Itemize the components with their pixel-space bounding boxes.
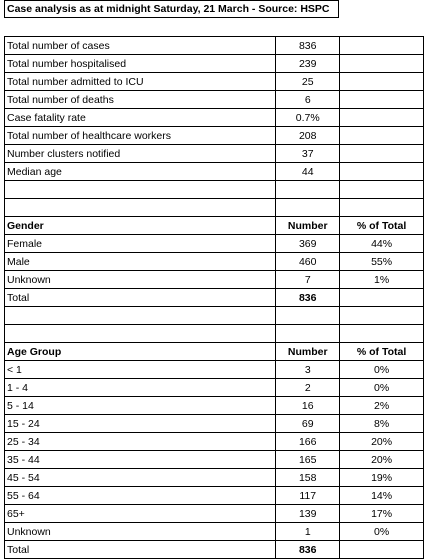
gender-pct[interactable]: 44% <box>340 235 424 253</box>
empty-cell[interactable] <box>340 289 424 307</box>
summary-row <box>5 91 424 109</box>
empty-cell[interactable] <box>276 325 340 343</box>
age-row <box>5 433 424 451</box>
gender-row <box>5 253 424 271</box>
age-label[interactable]: < 1 <box>5 361 276 379</box>
gender-number[interactable]: 460 <box>276 253 340 271</box>
age-header-number[interactable]: Number <box>276 343 340 361</box>
age-row <box>5 415 424 433</box>
age-label[interactable]: 25 - 34 <box>5 433 276 451</box>
age-label[interactable]: 35 - 44 <box>5 451 276 469</box>
age-pct[interactable]: 20% <box>340 433 424 451</box>
blank-row <box>5 181 424 199</box>
age-pct[interactable]: 0% <box>340 361 424 379</box>
age-number[interactable]: 69 <box>276 415 340 433</box>
summary-value[interactable]: 239 <box>276 55 340 73</box>
empty-cell[interactable] <box>276 199 340 217</box>
gender-label[interactable]: Male <box>5 253 276 271</box>
summary-label[interactable]: Total number hospitalised <box>5 55 276 73</box>
age-label[interactable]: 15 - 24 <box>5 415 276 433</box>
age-header-pct[interactable]: % of Total <box>340 343 424 361</box>
summary-label[interactable]: Number clusters notified <box>5 145 276 163</box>
summary-value[interactable]: 208 <box>276 127 340 145</box>
age-pct[interactable]: 0% <box>340 523 424 541</box>
age-number[interactable]: 1 <box>276 523 340 541</box>
empty-cell[interactable] <box>340 181 424 199</box>
summary-label[interactable]: Total number of deaths <box>5 91 276 109</box>
blank-row <box>5 199 424 217</box>
age-pct[interactable]: 19% <box>340 469 424 487</box>
summary-label[interactable]: Total number of cases <box>5 37 276 55</box>
summary-value[interactable]: 0.7% <box>276 109 340 127</box>
empty-cell[interactable] <box>340 55 424 73</box>
age-pct[interactable]: 20% <box>340 451 424 469</box>
blank-row <box>5 325 424 343</box>
age-pct[interactable]: 14% <box>340 487 424 505</box>
summary-row <box>5 37 424 55</box>
age-pct[interactable]: 8% <box>340 415 424 433</box>
empty-cell[interactable] <box>276 307 340 325</box>
gender-pct[interactable]: 1% <box>340 271 424 289</box>
age-row <box>5 523 424 541</box>
gender-header-pct[interactable]: % of Total <box>340 217 424 235</box>
empty-cell[interactable] <box>340 145 424 163</box>
gender-header-label[interactable]: Gender <box>5 217 276 235</box>
summary-value[interactable]: 836 <box>276 37 340 55</box>
age-label[interactable]: 1 - 4 <box>5 379 276 397</box>
gender-row <box>5 235 424 253</box>
age-number[interactable]: 16 <box>276 397 340 415</box>
summary-value[interactable]: 25 <box>276 73 340 91</box>
age-label[interactable]: 65+ <box>5 505 276 523</box>
age-row <box>5 379 424 397</box>
age-number[interactable]: 3 <box>276 361 340 379</box>
case-analysis-table <box>4 36 424 559</box>
blank-row <box>5 307 424 325</box>
empty-cell[interactable] <box>5 307 276 325</box>
empty-cell[interactable] <box>276 181 340 199</box>
empty-cell[interactable] <box>340 109 424 127</box>
spreadsheet <box>4 0 424 556</box>
age-pct[interactable]: 2% <box>340 397 424 415</box>
age-row <box>5 487 424 505</box>
empty-cell[interactable] <box>340 325 424 343</box>
age-row <box>5 361 424 379</box>
empty-cell[interactable] <box>340 199 424 217</box>
age-header-row <box>5 343 424 361</box>
age-number[interactable]: 117 <box>276 487 340 505</box>
age-label[interactable]: 45 - 54 <box>5 469 276 487</box>
age-row <box>5 505 424 523</box>
gender-row <box>5 271 424 289</box>
summary-value[interactable]: 37 <box>276 145 340 163</box>
age-label[interactable]: 55 - 64 <box>5 487 276 505</box>
summary-row <box>5 145 424 163</box>
summary-row <box>5 163 424 181</box>
age-row <box>5 469 424 487</box>
summary-value[interactable]: 6 <box>276 91 340 109</box>
gender-total-label[interactable]: Total <box>5 289 276 307</box>
summary-label[interactable]: Median age <box>5 163 276 181</box>
gender-pct[interactable]: 55% <box>340 253 424 271</box>
age-total-number[interactable]: 836 <box>276 541 340 559</box>
summary-row <box>5 127 424 145</box>
gender-total-row <box>5 289 424 307</box>
empty-cell[interactable] <box>340 73 424 91</box>
age-total-label[interactable]: Total <box>5 541 276 559</box>
empty-cell[interactable] <box>340 127 424 145</box>
age-pct[interactable]: 17% <box>340 505 424 523</box>
age-number[interactable]: 139 <box>276 505 340 523</box>
empty-cell[interactable] <box>5 325 276 343</box>
age-row <box>5 451 424 469</box>
empty-cell[interactable] <box>340 37 424 55</box>
summary-label[interactable]: Total number admitted to ICU <box>5 73 276 91</box>
empty-cell[interactable] <box>5 199 276 217</box>
summary-label[interactable]: Case fatality rate <box>5 109 276 127</box>
age-label[interactable]: 5 - 14 <box>5 397 276 415</box>
age-number[interactable]: 158 <box>276 469 340 487</box>
age-row <box>5 397 424 415</box>
summary-row <box>5 73 424 91</box>
summary-row <box>5 109 424 127</box>
age-number[interactable]: 166 <box>276 433 340 451</box>
age-number[interactable]: 2 <box>276 379 340 397</box>
empty-cell[interactable] <box>5 181 276 199</box>
gender-label[interactable]: Unknown <box>5 271 276 289</box>
gender-number[interactable]: 7 <box>276 271 340 289</box>
gender-number[interactable]: 369 <box>276 235 340 253</box>
gender-header-number[interactable]: Number <box>276 217 340 235</box>
gender-label[interactable]: Female <box>5 235 276 253</box>
age-label[interactable]: Unknown <box>5 523 276 541</box>
empty-cell[interactable] <box>340 91 424 109</box>
summary-label[interactable]: Total number of healthcare workers <box>5 127 276 145</box>
summary-row <box>5 55 424 73</box>
empty-cell[interactable] <box>340 307 424 325</box>
gender-header-row <box>5 217 424 235</box>
age-pct[interactable]: 0% <box>340 379 424 397</box>
age-number[interactable]: 165 <box>276 451 340 469</box>
summary-value[interactable]: 44 <box>276 163 340 181</box>
age-header-label[interactable]: Age Group <box>5 343 276 361</box>
sheet-title: Case analysis as at midnight Saturday, 21 March - Source: HSPC <box>4 0 339 18</box>
gender-total-number[interactable]: 836 <box>276 289 340 307</box>
empty-cell[interactable] <box>340 163 424 181</box>
